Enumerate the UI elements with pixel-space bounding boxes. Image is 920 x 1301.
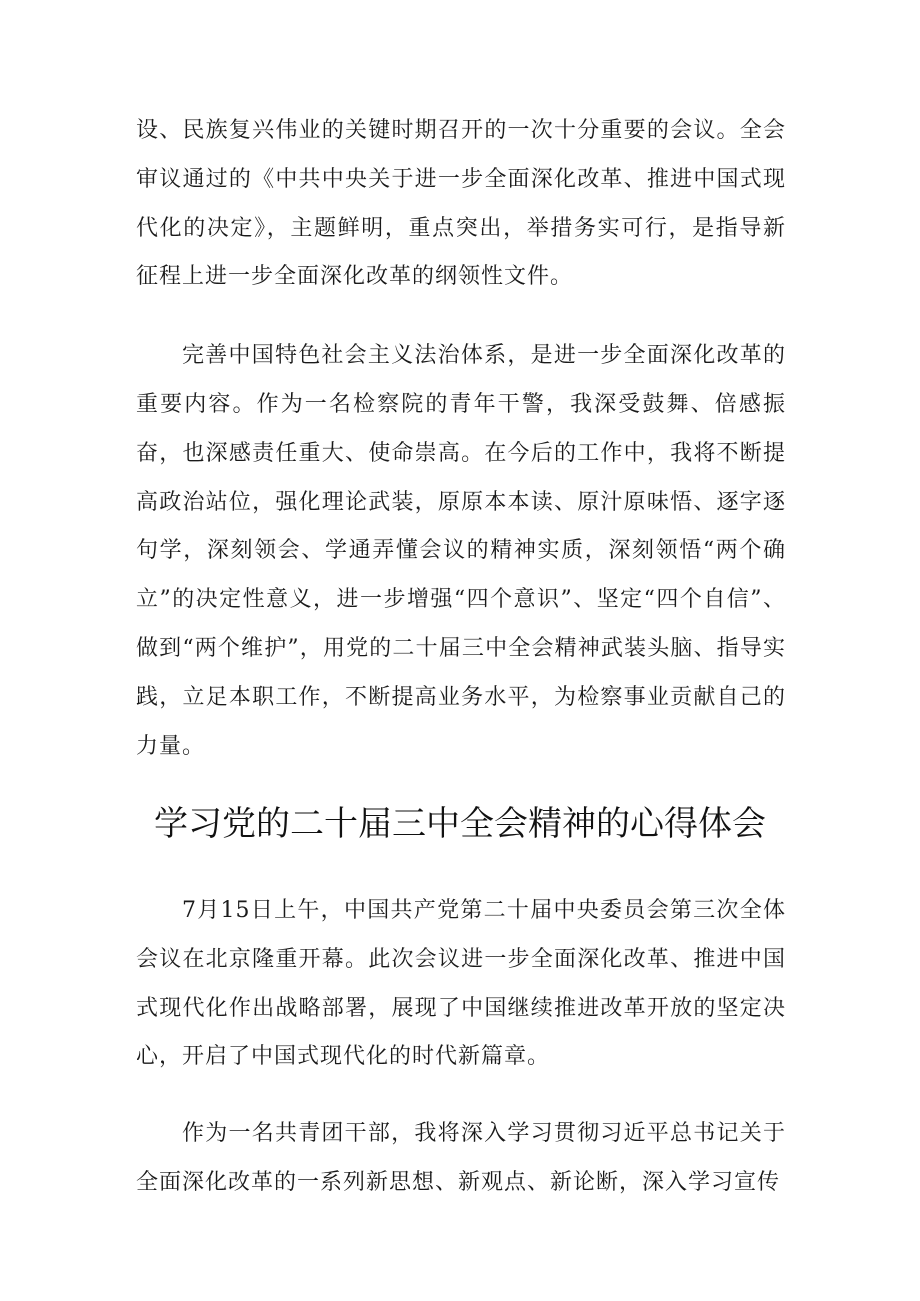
article-title: 学习党的二十届三中全会精神的心得体会 xyxy=(154,804,766,844)
article-body xyxy=(136,887,786,1208)
body-paragraph: 完善中国特色社会主义法治体系，是进一步全面深化改革的重要内容。作为一名检察院的青年干警，我深受鼓舞、倍感振奋，也深感责任重大、使命崇高。在今后的工作中，我将不断提高政治站位，强化理论武装，原原本本读、原汁原味悟、逐字逐句学，深刻领会、学通弄懂会议的精神实质，深刻领悟“两个确立”的决定性意义，进一步增强“四个意识”、坚定“四个自信”、做到“两个维护”，用党的二十届三中全会精神武装头脑、指导实践，立足本职工作，不断提高业务水平，为检察事业贡献自己的力量。 xyxy=(136,343,786,759)
paragraph-spacer xyxy=(136,1082,786,1110)
previous-article-body xyxy=(136,107,786,771)
body-paragraph: 设、民族复兴伟业的关键时期召开的一次十分重要的会议。全会审议通过的《中共中央关于进一步全面深化改革、推进中国式现代化的决定》，主题鲜明，重点突出，举措务实可行，是指导新征程上进一步全面深化改革的纲领性文件。 xyxy=(136,118,786,290)
paragraph-spacer xyxy=(136,302,786,332)
body-paragraph: 7月15日上午，中国共产党第二十届中央委员会第三次全体会议在北京隆重开幕。此次会议进一步全面深化改革、推进中国式现代化作出战略部署，展现了中国继续推进改革开放的坚定决心，开启了中国式现代化的时代新篇章。 xyxy=(136,898,786,1070)
body-paragraph: 作为一名共青团干部，我将深入学习贯彻习近平总书记关于全面深化改革的一系列新思想、新观点、新论断，深入学习宣传 xyxy=(136,1121,786,1195)
